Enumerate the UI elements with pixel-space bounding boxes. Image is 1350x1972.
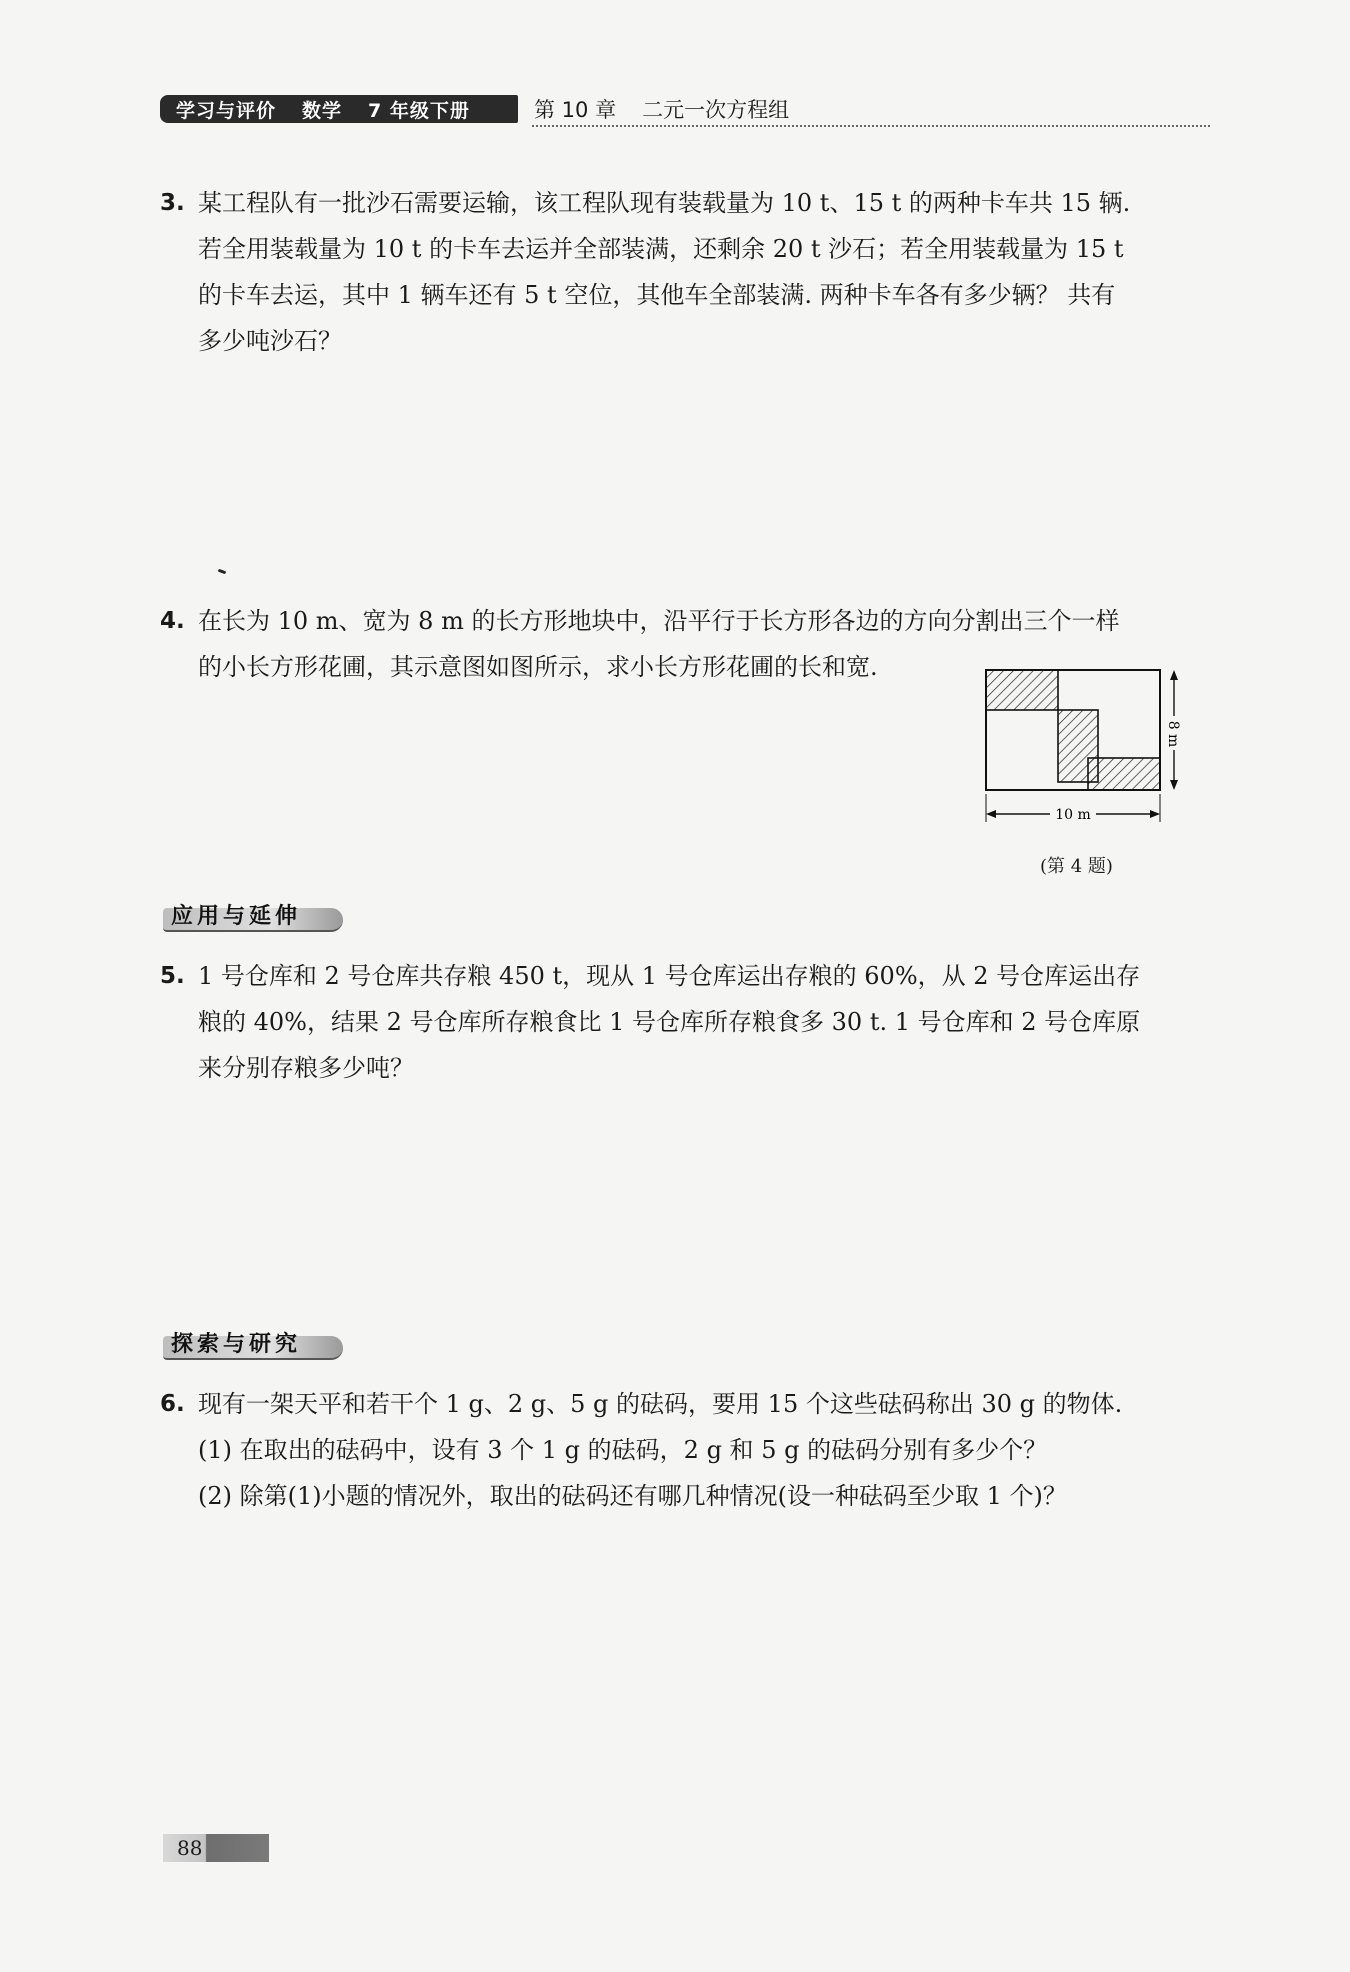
arrow-down-icon xyxy=(1170,780,1178,790)
page-number: 88 xyxy=(177,1836,203,1860)
arrow-up-icon xyxy=(1170,670,1178,680)
problem-text-line: 粮的 40%，结果 2 号仓库所存粮食比 1 号仓库所存粮食多 30 t. 1 号仓库和 2 号仓库原 xyxy=(198,1008,1141,1036)
garden-bed-3 xyxy=(1088,758,1160,790)
problem-number: 4. xyxy=(160,608,185,634)
problem-text-line: 在长为 10 m、宽为 8 m 的长方形地块中，沿平行于长方形各边的方向分割出三个一样 xyxy=(198,607,1120,635)
section-title: 应用与延伸 xyxy=(171,904,302,929)
section-banner-exploration xyxy=(163,1328,301,1358)
sub-question-1: (1) 在取出的砝码中，设有 3 个 1 g 的砝码，2 g 和 5 g 的砝码分别有多少个？ xyxy=(198,1436,1048,1464)
chapter-number: 第 10 章 xyxy=(534,98,617,122)
problem-text-line: 多少吨沙石？ xyxy=(198,327,342,355)
garden-plot-diagram xyxy=(980,664,1200,834)
running-header xyxy=(160,95,1210,127)
section-title: 探索与研究 xyxy=(171,1332,302,1357)
problem-6 xyxy=(160,1381,1212,1519)
width-label: 10 m xyxy=(1055,807,1091,823)
problem-text-line: 的小长方形花圃，其示意图如图所示，求小长方形花圃的长和宽. xyxy=(198,653,878,681)
section-banner-application xyxy=(163,900,301,930)
book-series: 学习与评价 xyxy=(176,99,277,122)
book-subject: 数学 xyxy=(302,99,343,122)
problem-5 xyxy=(160,953,1212,1091)
problem-text-line: 的卡车去运，其中 1 辆车还有 5 t 空位，其他车全部装满. 两种卡车各有多少辆？ 共有 xyxy=(198,281,1116,309)
problem-text-line: 某工程队有一批沙石需要运输，该工程队现有装载量为 10 t、15 t 的两种卡车共 15 辆. xyxy=(198,189,1131,217)
problem-number: 5. xyxy=(160,963,185,989)
header-dotted-rule xyxy=(532,125,1210,127)
problem-text-line: 1 号仓库和 2 号仓库共存粮 450 t，现从 1 号仓库运出存粮的 60%，从 2 号仓库运出存 xyxy=(198,962,1141,990)
problem-text-line: 现有一架天平和若干个 1 g、2 g、5 g 的砝码，要用 15 个这些砝码称出 30 g 的物体. xyxy=(198,1390,1123,1418)
figure-caption: (第 4 题) xyxy=(1040,856,1113,877)
chapter-heading xyxy=(534,95,789,123)
garden-bed-1 xyxy=(986,670,1058,710)
problem-number: 3. xyxy=(160,190,185,216)
height-label: 8 m xyxy=(1165,720,1181,748)
problem-3 xyxy=(160,180,1212,364)
problem-text-line: 若全用装载量为 10 t 的卡车去运并全部装满，还剩余 20 t 沙石；若全用装载量为 15 t xyxy=(198,235,1124,263)
problem-text-line: 来分别存粮多少吨？ xyxy=(198,1054,414,1082)
arrow-right-icon xyxy=(1150,810,1160,818)
sub-question-2: (2) 除第(1)小题的情况外，取出的砝码还有哪几种情况(设一种砝码至少取 1 个)？ xyxy=(198,1482,1067,1510)
book-badge xyxy=(160,95,518,123)
arrow-left-icon xyxy=(986,810,996,818)
chapter-title: 二元一次方程组 xyxy=(642,98,790,122)
problem-number: 6. xyxy=(160,1391,185,1417)
book-grade: 7 年级下册 xyxy=(368,99,470,122)
page-number-tab xyxy=(163,1834,269,1862)
print-speck xyxy=(218,569,227,575)
